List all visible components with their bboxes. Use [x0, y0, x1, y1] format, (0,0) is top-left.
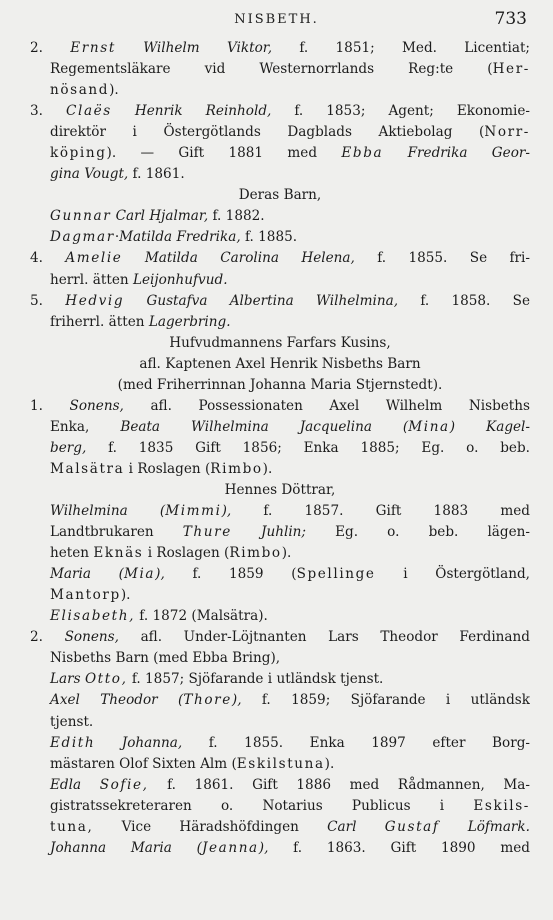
text-segment: f. 1853; Agent; Ekonomie- [271, 103, 530, 120]
page-number: 733 [494, 9, 527, 29]
text-line [30, 227, 530, 248]
text-line [30, 206, 530, 227]
text-line [30, 291, 530, 312]
text-segment: Claës [66, 103, 112, 120]
text-line [30, 248, 530, 269]
text-segment: Löfmark. [467, 818, 530, 835]
text-segment [95, 735, 122, 751]
text-line [30, 80, 530, 101]
text-segment: ). — Gift 1881 med [106, 145, 342, 162]
text-segment: Axel Theodor ( [50, 692, 184, 709]
text-segment: Sonens, [64, 629, 119, 646]
text-line [30, 817, 530, 838]
text-segment: afl. Kaptenen Axel Henrik Nisbeths Barn [139, 355, 421, 372]
text-segment: Deras Barn, [238, 187, 322, 204]
text-segment: Spellinge [296, 566, 376, 583]
text-line [30, 522, 530, 543]
text-segment: Beata [120, 418, 161, 435]
text-segment: Gustaf [384, 818, 440, 835]
text-segment [81, 777, 100, 793]
text-segment: friherrl. ätten [50, 313, 149, 330]
text-segment: ). [120, 587, 131, 604]
text-line [30, 543, 530, 564]
text-segment: ) Kagel- [449, 418, 530, 435]
text-segment: f. 1882. [208, 208, 265, 225]
text-segment: f. 1885. [240, 229, 298, 246]
text-line [30, 270, 530, 291]
text-line [30, 417, 530, 438]
text-segment: Eskils- [473, 797, 530, 814]
text-segment: Eg. o. beb. lägen- [306, 524, 530, 541]
text-segment: Maria ( [50, 566, 124, 583]
text-segment: Otto, [84, 671, 128, 688]
text-segment: 2. [30, 40, 71, 56]
text-segment: Malsätra [50, 460, 125, 477]
text-segment: tuna, [50, 818, 94, 835]
text-segment: berg, [50, 439, 87, 456]
text-segment: nösand [50, 82, 110, 99]
text-segment: Eknäs [93, 545, 144, 562]
text-line [30, 606, 530, 627]
text-segment: heten [50, 545, 94, 562]
text-segment: Mantorp [50, 587, 121, 604]
text-segment: i Roslagen ( [143, 545, 230, 562]
text-segment: f. 1857. Gift 1883 med [231, 503, 530, 520]
text-segment: Carl Hjalmar, [115, 208, 209, 225]
text-segment: afl. Under-Löjtnanten Lars Theodor Ferdinand [118, 629, 530, 646]
page-header [0, 9, 553, 31]
text-segment: f. 1861. Gift 1886 med Rådmannen, Ma- [148, 776, 530, 793]
text-segment: Matilda Fredrika, [119, 229, 241, 246]
text-segment: Edith [50, 734, 96, 751]
text-segment: Thure [182, 524, 232, 541]
text-segment: Landtbrukaren [50, 524, 183, 541]
text-segment: Rimbo [229, 545, 282, 562]
text-segment: Vice Häradshöfdingen [93, 818, 328, 835]
text-segment: mästaren Olof Sixten Alm ( [50, 755, 237, 772]
text-segment: Edla [50, 776, 82, 793]
text-segment: f. 1859; Sjöfarande i utländsk [241, 692, 530, 709]
text-segment: f. 1851; Med. Licentiat; [272, 40, 530, 56]
text-segment: Mimmi [165, 503, 222, 520]
text-segment: Gustafva Albertina Wilhelmina, [146, 292, 399, 309]
text-segment: i Östergötland, [375, 566, 530, 583]
text-segment [232, 524, 261, 540]
text-segment [356, 819, 384, 835]
text-segment: f. 1858. Se [398, 292, 530, 309]
text-segment: Enka, [50, 418, 121, 435]
text-segment [106, 840, 131, 856]
text-segment: f. 1861. [128, 166, 185, 183]
text-segment: ). [281, 545, 292, 562]
document-body [30, 38, 530, 859]
text-line [30, 564, 530, 585]
text-line [30, 164, 530, 185]
text-segment: 2. [30, 629, 65, 646]
text-segment: ). [109, 82, 119, 99]
text-segment: Maria ( [130, 839, 202, 856]
text-segment: f. 1855. Se fri- [354, 250, 530, 267]
text-segment: Sofie, [99, 776, 149, 793]
text-line [30, 480, 530, 501]
text-segment: Wilhelmina ( [50, 503, 166, 520]
text-segment: Ebba [341, 145, 384, 162]
text-segment: Leijonhufvud. [132, 271, 228, 288]
text-segment: Wilhelm Viktor, [143, 40, 273, 56]
text-segment: Elisabeth, [50, 608, 135, 625]
text-line [30, 754, 530, 775]
text-line [30, 312, 530, 333]
text-segment: i Roslagen ( [124, 460, 211, 477]
text-line [30, 648, 530, 669]
text-line [30, 459, 530, 480]
text-segment: (med Friherrinnan Johanna Maria Stjernstedt). [117, 376, 443, 393]
text-segment [122, 250, 144, 266]
text-segment: Mia [123, 566, 156, 583]
text-segment [383, 145, 407, 161]
text-segment: Amelie [65, 250, 123, 267]
text-segment: Carl [327, 818, 357, 835]
text-line [30, 396, 530, 417]
text-segment: Thore [183, 692, 232, 709]
text-segment: Rimbo [210, 460, 263, 477]
text-segment: Hennes Döttrar, [224, 481, 336, 498]
text-segment: Lagerbring. [148, 313, 231, 330]
text-segment: Mina [408, 418, 450, 435]
text-segment: Matilda Carolina Helena, [144, 250, 355, 267]
text-segment: Sonens, [69, 397, 124, 414]
text-segment: Nisbeths Barn (med Ebba Bring), [50, 650, 281, 667]
text-segment: ). [324, 755, 335, 772]
text-line [30, 627, 530, 648]
text-segment: herrl. ätten [50, 271, 133, 288]
text-line [30, 375, 530, 396]
text-segment: f. 1835 Gift 1856; Enka 1885; Eg. o. beb. [86, 439, 530, 456]
text-segment: Hufvudmannens Farfars Kusins, [169, 334, 391, 351]
text-segment: Johanna [50, 839, 107, 856]
text-line [30, 354, 530, 375]
text-segment [116, 40, 143, 56]
text-segment [112, 103, 135, 119]
text-segment: f. 1872 (Malsätra). [134, 608, 268, 625]
text-segment: ), [258, 839, 269, 856]
text-segment [439, 819, 467, 835]
text-line [30, 775, 530, 796]
text-segment: gina Vougt, [50, 166, 129, 183]
text-segment: Johanna, [121, 734, 183, 751]
text-line [30, 333, 530, 354]
text-line [30, 796, 530, 817]
text-segment: Juhlin; [261, 524, 307, 541]
text-segment: Her- [492, 61, 530, 78]
text-line [30, 122, 530, 143]
text-segment [124, 293, 146, 309]
text-line [30, 712, 530, 733]
text-segment: 1. [30, 397, 70, 414]
text-segment: direktör i Östergötlands Dagblads Aktiebolag ( [50, 124, 485, 141]
text-segment: ), [155, 566, 165, 583]
text-segment: Jeanna [201, 839, 259, 856]
text-line [30, 185, 530, 206]
text-line [30, 59, 530, 80]
text-segment: Norr- [484, 124, 530, 141]
text-segment: Hedvig [65, 292, 125, 309]
text-segment: Regementsläkare vid Westernorrlands Reg:te ( [50, 61, 493, 78]
text-segment: f. 1857; Sjöfarande i utländsk tjenst. [127, 671, 384, 688]
text-line [30, 690, 530, 711]
text-line [30, 733, 530, 754]
text-segment: Eskilstuna [236, 755, 325, 772]
text-line [30, 143, 530, 164]
text-segment: gistratssekreteraren o. Notarius Publicus i [50, 797, 474, 814]
text-segment: 3. [30, 103, 66, 120]
text-segment: ), [231, 692, 242, 709]
text-segment: Ernst [70, 40, 116, 56]
text-line [30, 438, 530, 459]
running-title: NISBETH. [234, 12, 319, 27]
text-segment: tjenst. [50, 713, 94, 730]
text-segment: · [114, 229, 120, 246]
text-segment: f. 1859 ( [164, 566, 297, 583]
text-segment: 5. [30, 292, 66, 309]
text-segment: Wilhelmina Jacquelina ( [191, 418, 409, 435]
text-line [30, 38, 530, 59]
text-line [30, 501, 530, 522]
text-segment [160, 419, 191, 435]
text-line [30, 838, 530, 859]
text-segment: Lars [50, 671, 81, 688]
text-segment: afl. Possessionaten Axel Wilhelm Nisbeths [123, 397, 530, 414]
text-segment: köping [50, 145, 107, 162]
text-segment: ). [262, 460, 273, 477]
text-segment: Dagmar [50, 229, 115, 246]
text-segment: Henrik Reinhold, [134, 103, 272, 120]
text-line [30, 669, 530, 690]
text-line [30, 585, 530, 606]
text-line [30, 101, 530, 122]
text-segment: Fredrika Geor- [407, 145, 530, 162]
text-segment: f. 1863. Gift 1890 med [268, 839, 530, 856]
text-segment: ), [221, 503, 232, 520]
text-segment: 4. [30, 250, 66, 267]
text-segment: Gunnar [50, 208, 112, 225]
text-segment: f. 1855. Enka 1897 efter Borg- [182, 734, 530, 751]
